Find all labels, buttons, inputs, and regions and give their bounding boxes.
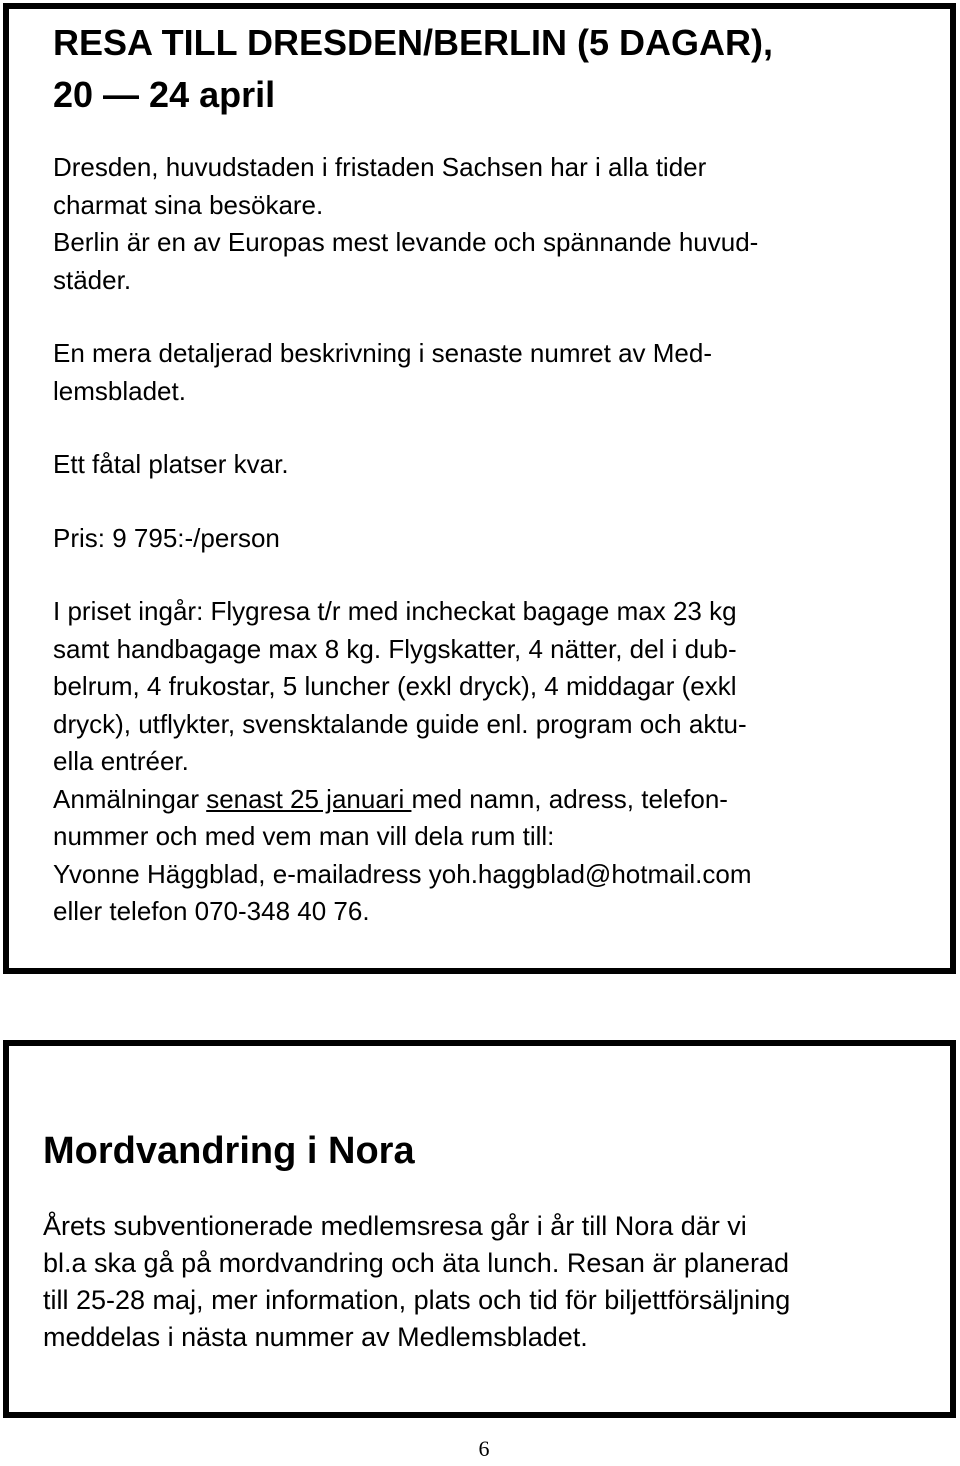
registration-deadline: senast 25 januari bbox=[206, 783, 412, 814]
trip-intro bbox=[53, 149, 950, 299]
page-number: 6 bbox=[478, 1436, 490, 1461]
murder-walk-body bbox=[43, 1208, 950, 1356]
includes-line: ella entréer. bbox=[53, 746, 189, 776]
price-includes bbox=[53, 593, 950, 781]
murder-walk-title: Mordvandring i Nora bbox=[43, 1130, 415, 1172]
includes-line: samt handbagage max 8 kg. Flygskatter, 4 nätter, del i dub- bbox=[53, 633, 737, 664]
intro-line: Dresden, huvudstaden i fristaden Sachsen har i alla tider bbox=[53, 152, 707, 182]
detail-line: En mera detaljerad beskrivning i senaste numret av Med- bbox=[53, 338, 712, 368]
includes-line: I priset ingår: Flygresa t/r med incheckat bagage max 23 kg bbox=[53, 596, 737, 626]
trip-detail-note bbox=[53, 335, 950, 410]
registration-info bbox=[53, 781, 950, 931]
trip-title-line: RESA TILL DRESDEN/BERLIN (5 DAGAR), bbox=[53, 22, 774, 63]
intro-line: städer. bbox=[53, 264, 132, 295]
registration-line bbox=[53, 781, 950, 819]
registration-suffix: med namn, adress, telefon- bbox=[411, 783, 728, 814]
intro-line: Berlin är en av Europas mest levande och spännande huvud- bbox=[53, 227, 759, 257]
murder-walk-box bbox=[3, 1040, 956, 1418]
registration-phone: eller telefon 070-348 40 76. bbox=[53, 896, 370, 926]
trip-title bbox=[53, 17, 950, 121]
registration-line: nummer och med vem man vill dela rum till: bbox=[53, 821, 555, 851]
intro-line: charmat sina besökare. bbox=[53, 189, 324, 220]
trip-dates-line: 20 — 24 april bbox=[53, 74, 276, 115]
body-line: meddelas i nästa nummer av Medlemsbladet. bbox=[43, 1322, 588, 1352]
includes-line: belrum, 4 frukostar, 5 luncher (exkl dryck), 4 middagar (exkl bbox=[53, 671, 737, 701]
registration-contact: Yvonne Häggblad, e-mailadress yoh.haggblad@hotmail.com bbox=[53, 858, 752, 889]
detail-line: lemsbladet. bbox=[53, 375, 186, 406]
body-line: till 25-28 maj, mer information, plats och tid för biljettförsäljning bbox=[43, 1285, 791, 1315]
dresden-berlin-trip-box bbox=[3, 3, 956, 974]
includes-line: dryck), utflykter, svensktalande guide enl. program och aktu- bbox=[53, 708, 747, 739]
registration-prefix: Anmälningar bbox=[53, 783, 207, 814]
trip-price: Pris: 9 795:-/person bbox=[53, 522, 280, 553]
seats-left-note: Ett fåtal platser kvar. bbox=[53, 449, 289, 479]
body-line: Årets subventionerade medlemsresa går i år till Nora där vi bbox=[43, 1211, 747, 1241]
body-line: bl.a ska gå på mordvandring och äta lunch. Resan är planerad bbox=[43, 1248, 789, 1278]
